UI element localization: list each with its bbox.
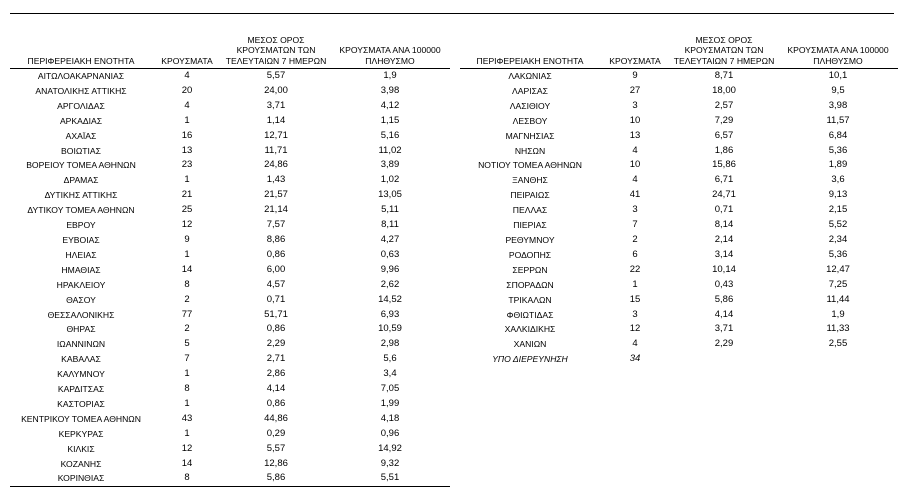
table-row	[10, 144, 450, 159]
region-cell: ΣΕΡΡΩΝ	[512, 264, 548, 275]
per100k-cell: 10,1	[828, 70, 848, 81]
avg7-cell: 8,71	[714, 70, 734, 81]
per100k-cell: 1,9	[831, 308, 845, 320]
cases-cell: 16	[181, 129, 193, 141]
avg7-cell: 6,57	[714, 129, 734, 141]
region-cell: ΚΕΡΚΥΡΑΣ	[58, 428, 104, 439]
per100k-cell: 3,4	[383, 368, 397, 380]
per100k-cell: 14,52	[378, 293, 402, 305]
avg7-cell: 7,29	[714, 114, 734, 126]
cases-cell: 5	[184, 338, 190, 350]
region-cell: ΠΙΕΡΙΑΣ	[513, 220, 547, 231]
per100k-cell: 5,51	[330, 471, 450, 486]
cases-cell: 14	[181, 457, 193, 469]
avg7-cell: 2,86	[266, 368, 286, 380]
region-cell: ΚΟΖΑΝΗΣ	[60, 458, 102, 469]
header-region: ΠΕΡΙΦΕΡΕΙΑΚΗ ΕΝΟΤΗΤΑ	[460, 14, 600, 69]
per100k-cell: 13,05	[378, 189, 402, 201]
table-row	[10, 412, 450, 427]
region-cell: ΙΩΑΝΝΙΝΩΝ	[56, 339, 106, 350]
cases-cell: 1	[184, 174, 190, 186]
avg7-cell: 0,71	[714, 204, 734, 216]
avg7-cell: 5,86	[222, 471, 330, 486]
table-row	[10, 367, 450, 382]
avg7-cell: 44,86	[264, 412, 288, 424]
header-row	[460, 14, 898, 69]
region-cell: ΚΑΛΥΜΝΟΥ	[57, 369, 105, 380]
per100k-cell: 9,13	[828, 189, 848, 201]
under-investigation-row	[460, 352, 898, 367]
table-row	[10, 129, 450, 144]
per100k-cell: 2,34	[828, 233, 848, 245]
table-row	[460, 203, 898, 218]
avg7-cell: 4,57	[266, 278, 286, 290]
per100k-cell: 6,93	[380, 308, 400, 320]
header-region: ΠΕΡΙΦΕΡΕΙΑΚΗ ΕΝΟΤΗΤΑ	[10, 14, 152, 69]
cases-cell: 4	[632, 144, 638, 156]
cases-cell: 10	[629, 114, 641, 126]
per100k-cell: 2,15	[828, 204, 848, 216]
region-cell: ΑΧΑΪΑΣ	[65, 130, 97, 141]
per100k-cell: 3,98	[828, 99, 848, 111]
cases-cell: 22	[629, 263, 641, 275]
table-row	[460, 233, 898, 248]
per100k-cell: 11,44	[826, 293, 850, 305]
region-cell: ΔΥΤΙΚΗΣ ΑΤΤΙΚΗΣ	[44, 190, 118, 201]
per100k-cell: 14,92	[378, 442, 402, 454]
header-row	[10, 14, 450, 69]
cases-cell: 6	[632, 248, 638, 260]
cases-cell: 7	[632, 219, 638, 231]
per100k-cell: 3,98	[380, 84, 400, 96]
region-cell: ΠΕΙΡΑΙΩΣ	[510, 190, 550, 201]
region-cell: ΠΕΛΛΑΣ	[512, 205, 548, 216]
per100k-cell: 0,63	[380, 248, 400, 260]
avg7-cell: 0,86	[266, 323, 286, 335]
per100k-cell: 3,6	[831, 174, 845, 186]
table-row	[10, 427, 450, 442]
empty-cell	[670, 352, 778, 367]
per100k-cell: 7,05	[380, 383, 400, 395]
region-cell: ΚΑΣΤΟΡΙΑΣ	[57, 398, 105, 409]
per100k-cell: 11,33	[826, 323, 850, 335]
table-row	[460, 248, 898, 263]
per100k-cell: 5,36	[828, 248, 848, 260]
per100k-cell: 4,18	[380, 412, 400, 424]
avg7-cell: 6,00	[266, 263, 286, 275]
avg7-cell: 3,14	[714, 248, 734, 260]
avg7-cell: 4,14	[714, 308, 734, 320]
table-row	[10, 233, 450, 248]
region-cell: ΛΑΚΩΝΙΑΣ	[508, 71, 552, 81]
region-cell: ΒΟΙΩΤΙΑΣ	[61, 145, 101, 156]
per100k-cell: 10,59	[378, 323, 402, 335]
cases-cell: 8	[184, 383, 190, 395]
avg7-cell: 21,57	[264, 189, 288, 201]
region-cell: ΗΛΕΙΑΣ	[65, 249, 97, 260]
cases-cell: 3	[632, 204, 638, 216]
cases-cell: 1	[632, 278, 638, 290]
region-cell: ΕΥΒΟΙΑΣ	[62, 234, 100, 245]
region-cell: ΒΟΡΕΙΟΥ ΤΟΜΕΑ ΑΘΗΝΩΝ	[26, 160, 136, 171]
per100k-cell: 2,62	[380, 278, 400, 290]
region-cell: ΘΑΣΟΥ	[66, 294, 96, 305]
avg7-cell: 8,14	[714, 219, 734, 231]
cases-cell: 12	[181, 442, 193, 454]
cases-cell: 4	[632, 174, 638, 186]
region-cell: ΔΡΑΜΑΣ	[63, 175, 99, 186]
region-cell: ΚΕΝΤΡΙΚΟΥ ΤΟΜΕΑ ΑΘΗΝΩΝ	[21, 413, 141, 424]
cases-cell: 12	[629, 323, 641, 335]
cases-cell: 43	[181, 412, 193, 424]
per100k-cell: 0,96	[380, 427, 400, 439]
per100k-cell: 5,52	[828, 219, 848, 231]
cases-cell: 9	[632, 70, 638, 81]
region-cell: ΤΡΙΚΑΛΩΝ	[508, 294, 552, 305]
cases-cell: 13	[181, 144, 193, 156]
region-cell: ΚΑΡΔΙΤΣΑΣ	[57, 384, 105, 395]
region-cell: ΑΡΚΑΔΙΑΣ	[59, 115, 103, 126]
table-row	[460, 278, 898, 293]
avg7-cell: 0,86	[266, 248, 286, 260]
table-row	[10, 397, 450, 412]
avg7-cell: 10,14	[712, 263, 736, 275]
per100k-cell: 4,12	[380, 99, 400, 111]
table-row	[460, 99, 898, 114]
avg7-cell: 0,86	[266, 397, 286, 409]
table-row	[10, 278, 450, 293]
region-cell: ΕΒΡΟΥ	[66, 220, 96, 231]
cases-cell: 3	[632, 99, 638, 111]
cases-cell: 4	[632, 338, 638, 350]
table-row	[10, 322, 450, 337]
table-row	[10, 352, 450, 367]
table-row	[460, 308, 898, 323]
avg7-cell: 0,71	[266, 293, 286, 305]
table-row	[460, 322, 898, 337]
cases-cell: 7	[184, 353, 190, 365]
cases-cell: 3	[632, 308, 638, 320]
region-cell: ΜΑΓΝΗΣΙΑΣ	[505, 130, 555, 141]
per100k-cell: 9,32	[380, 457, 400, 469]
avg7-cell: 12,71	[264, 129, 288, 141]
region-cell: ΝΟΤΙΟΥ ΤΟΜΕΑ ΑΘΗΝΩΝ	[478, 160, 582, 171]
avg7-cell: 2,29	[266, 338, 286, 350]
avg7-cell: 0,29	[266, 427, 286, 439]
under-investigation-cases: 34	[629, 353, 641, 365]
per100k-cell: 8,11	[381, 219, 399, 231]
per100k-cell: 1,15	[380, 114, 400, 126]
avg7-cell: 0,43	[714, 278, 734, 290]
cases-cell: 14	[181, 263, 193, 275]
cases-cell: 15	[629, 293, 641, 305]
table-body-left	[10, 69, 450, 487]
table-row	[10, 203, 450, 218]
avg7-cell: 2,14	[714, 233, 734, 245]
avg7-cell: 21,14	[264, 204, 288, 216]
table-row	[10, 173, 450, 188]
cases-cell: 1	[184, 397, 190, 409]
empty-cell	[778, 352, 898, 367]
avg7-cell: 2,57	[714, 99, 734, 111]
avg7-cell: 24,71	[712, 189, 736, 201]
per100k-cell: 12,47	[826, 263, 850, 275]
header-per100k: ΚΡΟΥΣΜΑΤΑ ΑΝΑ 100000 ΠΛΗΘΥΣΜΟ	[778, 14, 898, 69]
region-cell: ΧΑΝΙΩΝ	[513, 339, 547, 350]
avg7-cell: 3,71	[266, 99, 286, 111]
region-cell: ΗΡΑΚΛΕΙΟΥ	[56, 279, 106, 290]
avg7-cell: 1,43	[266, 174, 286, 186]
cases-cell: 9	[184, 233, 190, 245]
cases-cell: 8	[152, 471, 222, 486]
per100k-cell: 5,6	[383, 353, 397, 365]
per100k-cell: 11,57	[826, 114, 850, 126]
avg7-cell: 12,86	[264, 457, 288, 469]
region-cell: ΑΙΤΩΛΟΑΚΑΡΝΑΝΙΑΣ	[37, 71, 125, 81]
cases-cell: 23	[181, 159, 193, 171]
per100k-cell: 9,5	[831, 84, 845, 96]
region-cell: ΛΕΣΒΟΥ	[512, 115, 548, 126]
per100k-cell: 11,02	[378, 144, 402, 156]
per100k-cell: 5,36	[828, 144, 848, 156]
cases-cell: 27	[629, 84, 641, 96]
avg7-cell: 5,57	[266, 442, 286, 454]
avg7-cell: 1,14	[266, 114, 286, 126]
per100k-cell: 9,96	[380, 263, 400, 275]
avg7-cell: 24,00	[264, 84, 288, 96]
avg7-cell: 5,57	[266, 70, 286, 81]
avg7-cell: 51,71	[264, 308, 288, 320]
table-row	[460, 218, 898, 233]
under-investigation-label: ΥΠΟ ΔΙΕΡΕΥΝΗΣΗ	[492, 354, 568, 365]
per100k-cell: 1,89	[828, 159, 848, 171]
table-row	[10, 188, 450, 203]
region-cell: ΑΡΓΟΛΙΔΑΣ	[57, 100, 105, 111]
table-row	[460, 188, 898, 203]
table-row	[460, 293, 898, 308]
region-cell: ΞΑΝΘΗΣ	[512, 175, 548, 186]
table-row	[10, 308, 450, 323]
cases-cell: 20	[181, 84, 193, 96]
cases-cell: 2	[184, 323, 190, 335]
per100k-cell: 1,02	[380, 174, 400, 186]
region-cell: ΦΘΙΩΤΙΔΑΣ	[506, 309, 554, 320]
per100k-cell: 2,55	[828, 338, 848, 350]
cases-cell: 10	[629, 159, 641, 171]
avg7-cell: 2,29	[714, 338, 734, 350]
table-row	[10, 248, 450, 263]
header-per100k: ΚΡΟΥΣΜΑΤΑ ΑΝΑ 100000 ΠΛΗΘΥΣΜΟ	[330, 14, 450, 69]
table-row	[10, 382, 450, 397]
avg7-cell: 24,86	[264, 159, 288, 171]
region-cell: ΗΜΑΘΙΑΣ	[61, 264, 101, 275]
table-row	[10, 293, 450, 308]
per100k-cell: 5,11	[381, 204, 399, 216]
region-cell: ΑΝΑΤΟΛΙΚΗΣ ΑΤΤΙΚΗΣ	[35, 85, 127, 96]
cases-cell: 12	[181, 219, 193, 231]
region-cell: ΘΕΣΣΑΛΟΝΙΚΗΣ	[47, 309, 115, 320]
region-cell: ΛΑΣΙΘΙΟΥ	[509, 100, 551, 111]
table-row	[460, 114, 898, 129]
cases-cell: 1	[184, 248, 190, 260]
table-row	[10, 442, 450, 457]
cases-cell: 4	[184, 99, 190, 111]
cases-cell: 2	[184, 293, 190, 305]
cases-cell: 13	[629, 129, 641, 141]
table-row	[460, 69, 898, 84]
avg7-cell: 3,71	[714, 323, 734, 335]
table-row	[10, 69, 450, 84]
header-cases: ΚΡΟΥΣΜΑΤΑ	[152, 14, 222, 69]
avg7-cell: 1,86	[714, 144, 734, 156]
avg7-cell: 8,86	[266, 233, 286, 245]
avg7-cell: 15,86	[712, 159, 736, 171]
table-row	[10, 263, 450, 278]
table-row	[460, 173, 898, 188]
avg7-cell: 18,00	[712, 84, 736, 96]
per100k-cell: 6,84	[828, 129, 848, 141]
per100k-cell: 2,98	[380, 338, 400, 350]
cases-cell: 1	[184, 114, 190, 126]
region-cell: ΡΕΘΥΜΝΟΥ	[505, 234, 555, 245]
avg7-cell: 11,71	[264, 144, 288, 156]
cases-cell: 41	[629, 189, 641, 201]
region-cell: ΘΗΡΑΣ	[66, 324, 96, 335]
region-cell: ΚΑΒΑΛΑΣ	[61, 354, 101, 365]
per100k-cell: 1,99	[380, 397, 400, 409]
per100k-cell: 7,25	[828, 278, 848, 290]
avg7-cell: 4,14	[266, 383, 286, 395]
per100k-cell: 3,89	[380, 159, 400, 171]
table-row	[460, 144, 898, 159]
table-row	[10, 99, 450, 114]
table-body-right	[460, 69, 898, 353]
table-row	[460, 263, 898, 278]
avg7-cell: 2,71	[266, 353, 286, 365]
region-cell: ΔΥΤΙΚΟΥ ΤΟΜΕΑ ΑΘΗΝΩΝ	[27, 205, 135, 216]
per100k-cell: 5,16	[380, 129, 400, 141]
region-cell: ΚΟΡΙΝΘΙΑΣ	[10, 471, 152, 486]
avg7-cell: 6,71	[714, 174, 734, 186]
region-cell: ΛΑΡΙΣΑΣ	[512, 85, 548, 96]
table-row	[10, 84, 450, 99]
cases-cell: 8	[184, 278, 190, 290]
per100k-cell: 4,27	[380, 233, 400, 245]
avg7-cell: 7,57	[266, 219, 286, 231]
table-row	[10, 158, 450, 173]
header-avg7: ΜΕΣΟΣ ΟΡΟΣ ΚΡΟΥΣΜΑΤΩΝ ΤΩΝ ΤΕΛΕΥΤΑΙΩΝ 7 ΗΜΕΡΩΝ	[670, 14, 778, 69]
avg7-cell: 5,86	[714, 293, 734, 305]
header-cases: ΚΡΟΥΣΜΑΤΑ	[600, 14, 670, 69]
cases-cell: 77	[181, 308, 193, 320]
table-row	[460, 129, 898, 144]
cases-table-left	[10, 14, 450, 487]
cases-cell: 21	[181, 189, 193, 201]
region-cell: ΡΟΔΟΠΗΣ	[508, 249, 552, 260]
cases-cell: 1	[184, 427, 190, 439]
header-avg7: ΜΕΣΟΣ ΟΡΟΣ ΚΡΟΥΣΜΑΤΩΝ ΤΩΝ ΤΕΛΕΥΤΑΙΩΝ 7 ΗΜΕΡΩΝ	[222, 14, 330, 69]
region-cell: ΣΠΟΡΑΔΩΝ	[506, 279, 554, 290]
table-row	[460, 158, 898, 173]
region-cell: ΝΗΣΩΝ	[514, 145, 546, 156]
table-row	[10, 114, 450, 129]
table-row	[10, 218, 450, 233]
cases-cell: 2	[632, 233, 638, 245]
table-row	[10, 457, 450, 472]
table-row	[10, 337, 450, 352]
cases-cell: 4	[184, 70, 190, 81]
region-cell: ΚΙΛΚΙΣ	[67, 443, 95, 454]
cases-cell: 1	[184, 368, 190, 380]
per100k-cell: 1,9	[383, 70, 397, 81]
cases-cell: 25	[181, 204, 193, 216]
table-row	[10, 471, 450, 486]
table-row	[460, 337, 898, 352]
table-row	[460, 84, 898, 99]
region-cell: ΧΑΛΚΙΔΙΚΗΣ	[504, 324, 556, 335]
cases-table-right	[460, 14, 898, 367]
